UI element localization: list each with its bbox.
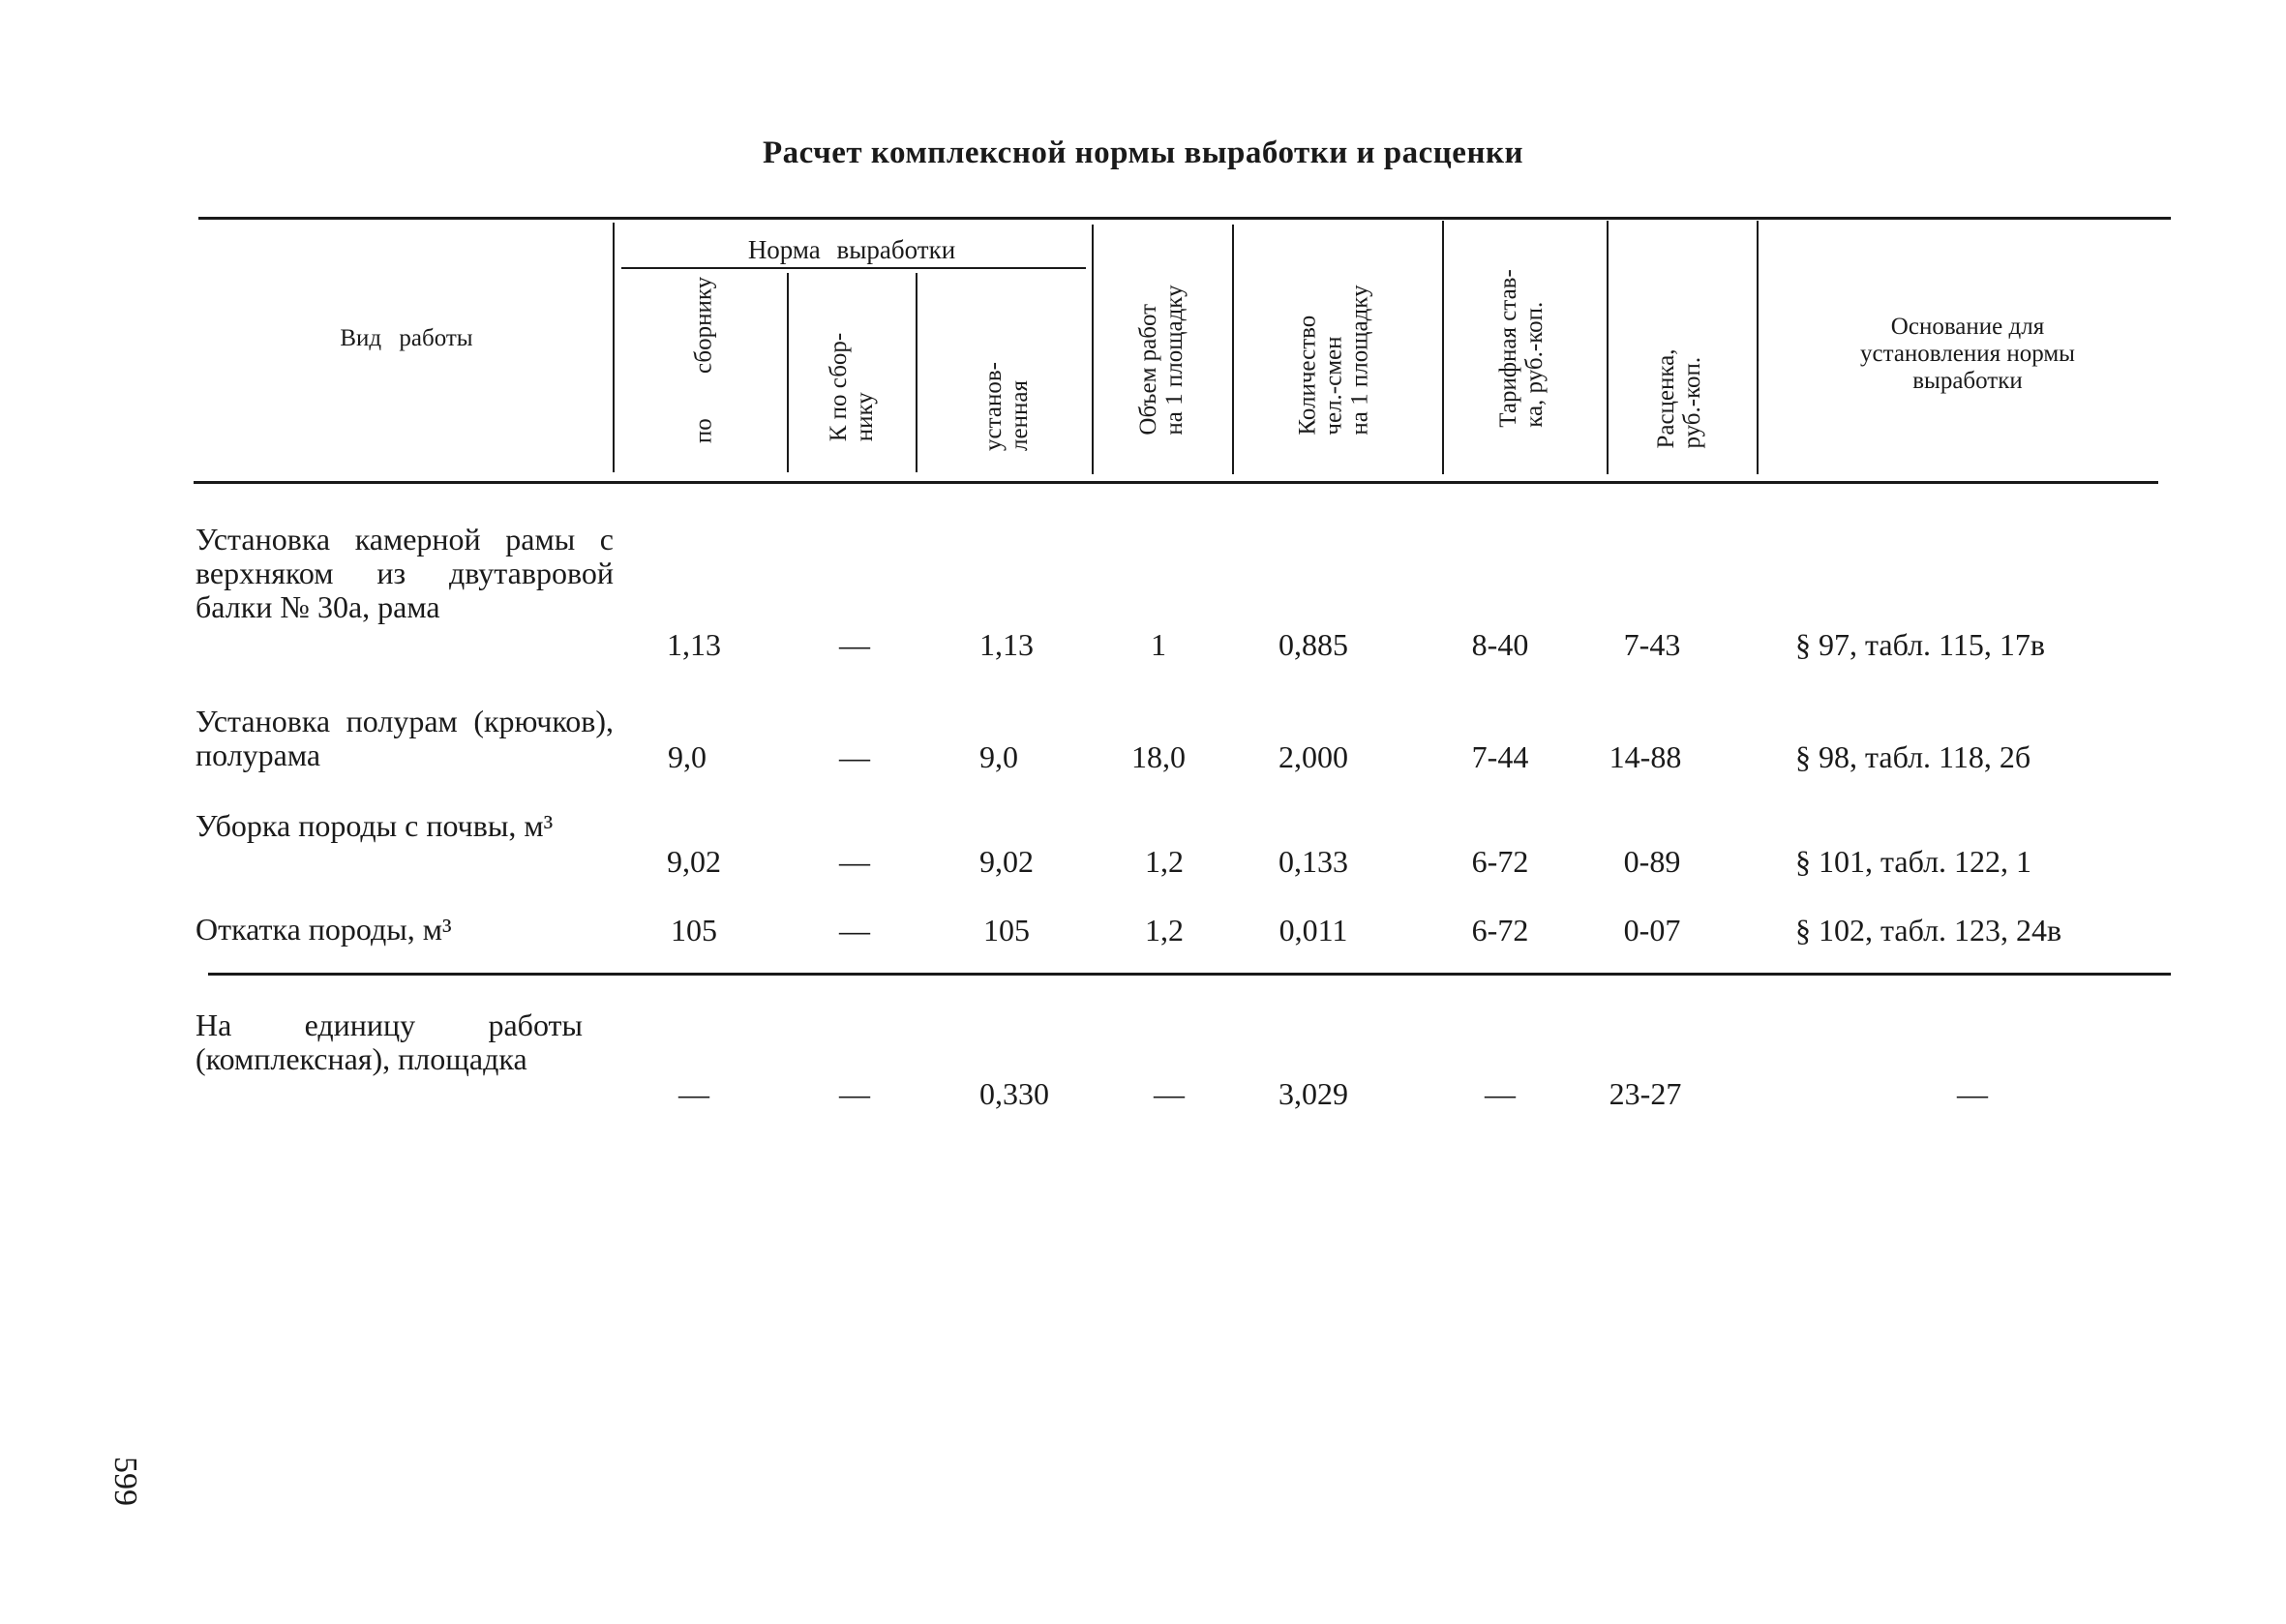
col-divider: [916, 273, 917, 472]
cell-volume: 18,0: [1131, 739, 1186, 774]
cell-basis: § 98, табл. 118, 2б: [1795, 739, 2031, 774]
total-rate: 23-27: [1609, 1076, 1682, 1111]
row-work-name: Установка полурам (крючков), полурама: [196, 704, 614, 772]
cell-rate: 7-43: [1623, 627, 1681, 662]
cell-volume: 1,2: [1145, 913, 1184, 947]
cell-tariff: 6-72: [1471, 913, 1529, 947]
total-basis: —: [1957, 1076, 1988, 1111]
cell-tariff: 7-44: [1471, 739, 1529, 774]
col-divider: [613, 223, 615, 472]
header-rate: Расценка, руб.-коп.: [1653, 348, 1705, 449]
cell-k: —: [839, 913, 870, 947]
header-persons: Количество чел.-смен на 1 площадку: [1294, 285, 1373, 436]
col-divider: [787, 273, 789, 472]
total-separator-rule: [208, 973, 2171, 976]
row-work-name: Откатка породы, м³: [196, 912, 452, 947]
total-established: 0,330: [979, 1076, 1049, 1111]
norm-group-underline: [621, 267, 1086, 269]
cell-basis: § 101, табл. 122, 1: [1795, 844, 2032, 879]
col-divider: [1092, 225, 1094, 474]
cell-rate: 0-89: [1623, 844, 1681, 879]
cell-persons: 0,011: [1278, 913, 1348, 947]
cell-tariff: 8-40: [1471, 627, 1529, 662]
cell-persons: 0,885: [1278, 627, 1348, 662]
header-norm-group: Норма выработки: [747, 235, 956, 264]
col-divider: [1442, 221, 1444, 474]
total-tariff: —: [1485, 1076, 1516, 1111]
header-established: установ- ленная: [980, 362, 1033, 451]
cell-established: 9,02: [979, 844, 1034, 879]
page-title: Расчет комплексной нормы выработки и расценки: [763, 135, 1523, 170]
total-work-name: На единицу работы (комплексная), площадка: [196, 1007, 583, 1076]
header-work-type: Вид работы: [340, 325, 473, 351]
col-divider: [1757, 221, 1759, 474]
cell-volume: 1,2: [1145, 844, 1184, 879]
cell-persons: 0,133: [1278, 844, 1348, 879]
col-divider: [1607, 221, 1609, 474]
cell-basis: § 102, табл. 123, 24в: [1795, 913, 2062, 947]
table-top-rule: [198, 217, 2171, 220]
cell-rate: 14-88: [1609, 739, 1682, 774]
cell-k: —: [839, 739, 870, 774]
cell-established: 1,13: [979, 627, 1034, 662]
cell-tariff: 6-72: [1471, 844, 1529, 879]
header-k-by-collection: К по сбор- нику: [826, 332, 878, 442]
total-persons: 3,029: [1278, 1076, 1348, 1111]
cell-norm: 9,02: [667, 844, 721, 879]
cell-norm: 9,0: [668, 739, 707, 774]
cell-established: 105: [983, 913, 1030, 947]
total-norm: —: [678, 1076, 709, 1111]
total-k: —: [839, 1076, 870, 1111]
cell-volume: 1: [1151, 627, 1166, 662]
header-basis: Основание для установления нормы выработки: [1860, 314, 2075, 394]
header-tariff: Тарифная став- ка, руб.-коп.: [1495, 269, 1548, 428]
col-divider: [1232, 225, 1234, 474]
header-bottom-rule: [194, 481, 2158, 484]
cell-basis: § 97, табл. 115, 17в: [1795, 627, 2045, 662]
cell-established: 9,0: [979, 739, 1018, 774]
cell-k: —: [839, 844, 870, 879]
cell-norm: 1,13: [667, 627, 721, 662]
page-number: 599: [107, 1457, 143, 1506]
cell-norm: 105: [671, 913, 717, 947]
cell-k: —: [839, 627, 870, 662]
row-work-name: Установка камерной рамы с верхняком из двутавровой балки № 30а, рама: [196, 522, 614, 624]
cell-persons: 2,000: [1278, 739, 1348, 774]
row-work-name: Уборка породы с почвы, м³: [196, 808, 554, 843]
header-volume: Объем работ на 1 площадку: [1135, 285, 1188, 436]
header-norm-by-collection: по сборнику: [690, 276, 717, 444]
total-volume: —: [1154, 1076, 1185, 1111]
cell-rate: 0-07: [1623, 913, 1681, 947]
